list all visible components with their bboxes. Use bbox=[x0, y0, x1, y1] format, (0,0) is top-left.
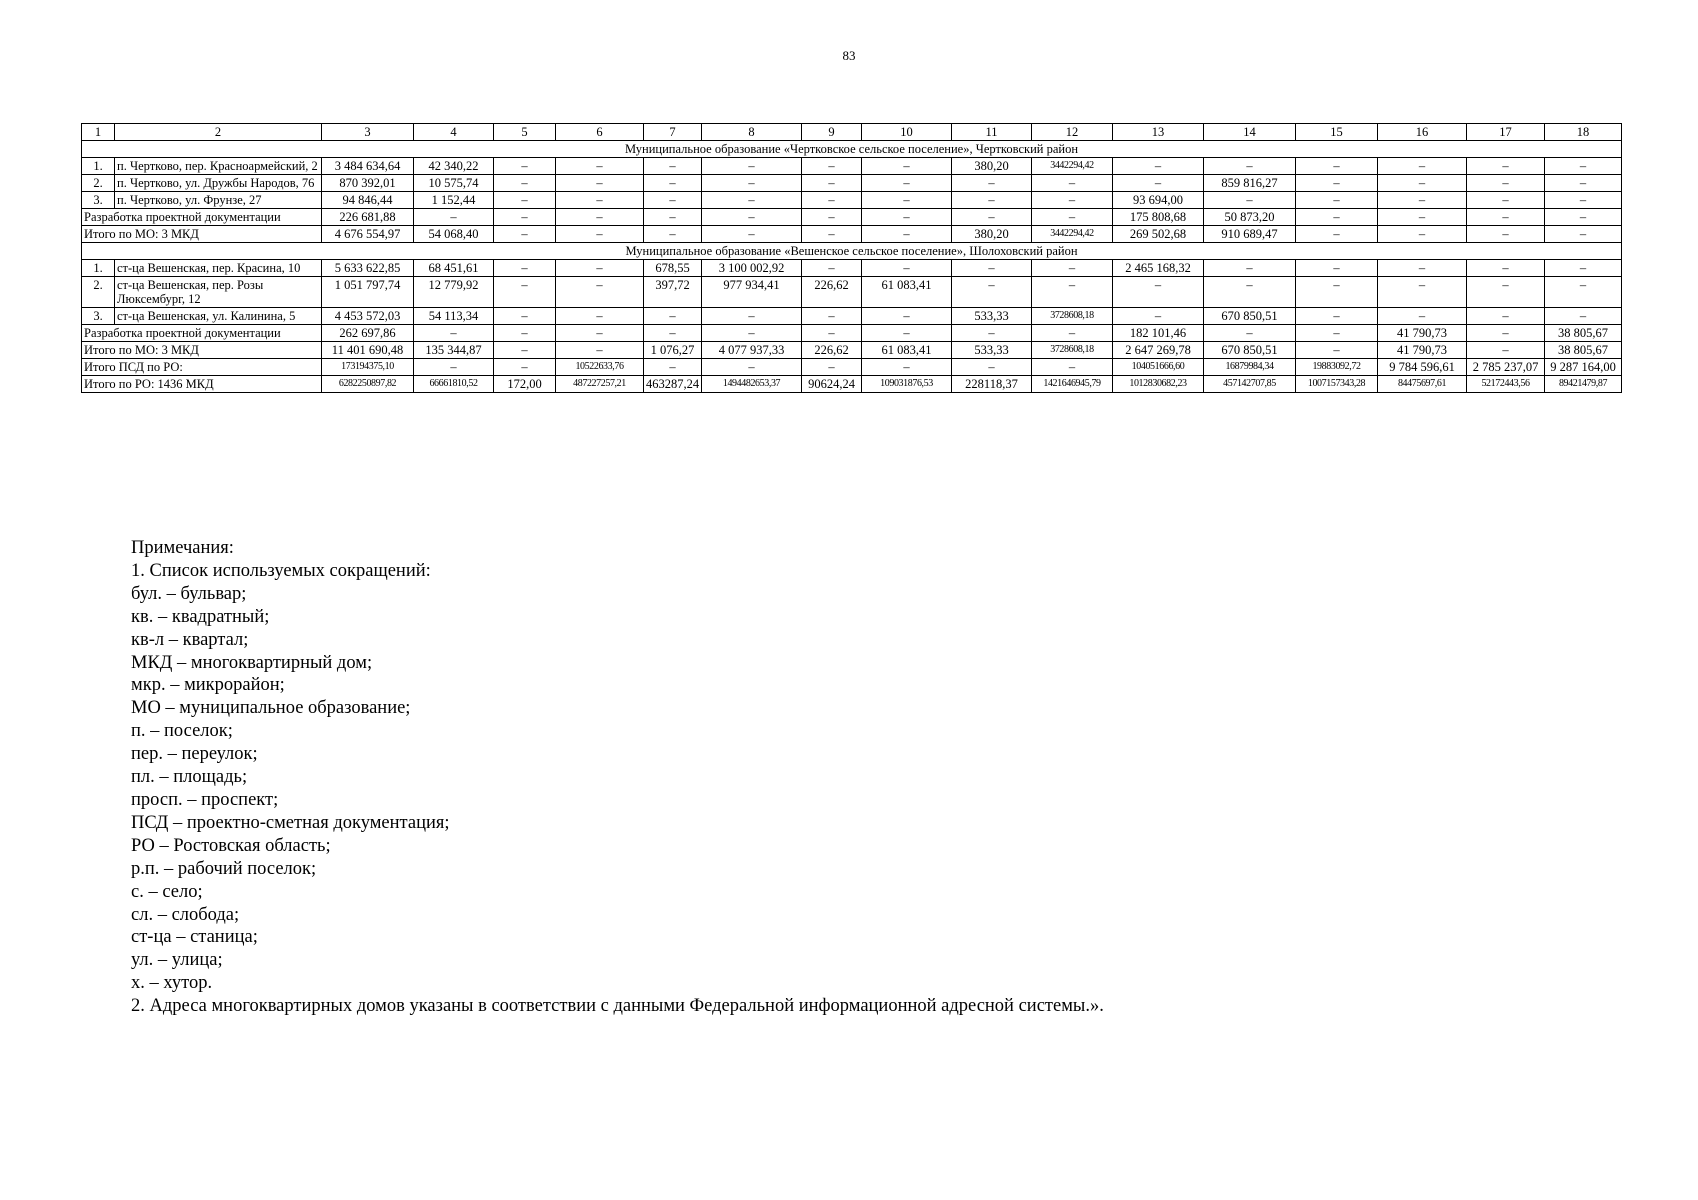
table-cell: – bbox=[1032, 325, 1113, 342]
table-cell: 19883092,72 bbox=[1296, 359, 1378, 376]
row-number: 1. bbox=[82, 158, 115, 175]
table-cell: 269 502,68 bbox=[1113, 226, 1204, 243]
note-line: р.п. – рабочий поселок; bbox=[131, 858, 317, 879]
table-cell: – bbox=[802, 325, 862, 342]
table-cell: 380,20 bbox=[952, 226, 1032, 243]
note-line: бул. – бульвар; bbox=[131, 583, 247, 604]
table-cell: – bbox=[802, 308, 862, 325]
table-cell: – bbox=[1378, 192, 1467, 209]
table-cell: – bbox=[1296, 277, 1378, 308]
table-cell: – bbox=[952, 175, 1032, 192]
table-row bbox=[82, 260, 1622, 277]
table-cell: – bbox=[802, 209, 862, 226]
table-cell: 1 051 797,74 bbox=[322, 277, 414, 308]
table-cell: – bbox=[1378, 260, 1467, 277]
table-cell: – bbox=[702, 226, 802, 243]
table-cell: 670 850,51 bbox=[1204, 342, 1296, 359]
table-cell: – bbox=[1296, 325, 1378, 342]
table-cell: 172,00 bbox=[494, 376, 556, 393]
table-cell: – bbox=[1204, 192, 1296, 209]
table-cell: 93 694,00 bbox=[1113, 192, 1204, 209]
table-cell: – bbox=[1378, 308, 1467, 325]
table-cell: – bbox=[862, 325, 952, 342]
table-cell: – bbox=[702, 308, 802, 325]
note-line: сл. – слобода; bbox=[131, 904, 240, 925]
note-line: кв-л – квартал; bbox=[131, 629, 249, 650]
table-cell: – bbox=[1545, 277, 1622, 308]
note-line: х. – хутор. bbox=[131, 973, 213, 994]
table-cell: 50 873,20 bbox=[1204, 209, 1296, 226]
table-cell: 175 808,68 bbox=[1113, 209, 1204, 226]
table-cell: 61 083,41 bbox=[862, 277, 952, 308]
table-cell: – bbox=[702, 209, 802, 226]
table-cell: – bbox=[556, 342, 644, 359]
table-cell: 84475697,61 bbox=[1378, 376, 1467, 393]
table-cell: 226 681,88 bbox=[322, 209, 414, 226]
table-cell: – bbox=[1545, 175, 1622, 192]
table-cell: – bbox=[494, 226, 556, 243]
table-cell: 977 934,41 bbox=[702, 277, 802, 308]
table-cell: – bbox=[1378, 226, 1467, 243]
table-cell: – bbox=[1204, 277, 1296, 308]
summary-row bbox=[82, 325, 1622, 342]
table-cell: – bbox=[556, 209, 644, 226]
table-cell: – bbox=[802, 226, 862, 243]
table-cell: 11 401 690,48 bbox=[322, 342, 414, 359]
table-cell: – bbox=[644, 308, 702, 325]
table-cell: – bbox=[644, 325, 702, 342]
table-cell: – bbox=[1378, 175, 1467, 192]
table-cell: – bbox=[494, 209, 556, 226]
column-header: 1 bbox=[82, 124, 115, 141]
table-cell: – bbox=[862, 209, 952, 226]
table-cell: – bbox=[802, 175, 862, 192]
table-cell: – bbox=[1378, 158, 1467, 175]
table-cell: 135 344,87 bbox=[414, 342, 494, 359]
table-cell: – bbox=[802, 192, 862, 209]
table-cell: 3442294,42 bbox=[1032, 158, 1113, 175]
table-cell: 457142707,85 bbox=[1204, 376, 1296, 393]
table-cell: – bbox=[1545, 158, 1622, 175]
column-header: 4 bbox=[414, 124, 494, 141]
notes-heading: Примечания: bbox=[131, 538, 234, 558]
table-cell: 4 077 937,33 bbox=[702, 342, 802, 359]
table-cell: – bbox=[1467, 158, 1545, 175]
table-cell: 4 453 572,03 bbox=[322, 308, 414, 325]
section-title: Муниципальное образование «Чертковское сельское поселение», Чертковский район bbox=[82, 141, 1622, 158]
table-cell: 10522633,76 bbox=[556, 359, 644, 376]
note-line: РО – Ростовская область; bbox=[131, 835, 331, 856]
table-cell: 380,20 bbox=[952, 158, 1032, 175]
table-cell: 9 784 596,61 bbox=[1378, 359, 1467, 376]
table-cell: – bbox=[1032, 175, 1113, 192]
table-cell: – bbox=[1296, 192, 1378, 209]
table-cell: – bbox=[1467, 308, 1545, 325]
table-cell: 533,33 bbox=[952, 308, 1032, 325]
page-number: 83 bbox=[842, 48, 856, 63]
table-cell: 3442294,42 bbox=[1032, 226, 1113, 243]
table-cell: 54 113,34 bbox=[414, 308, 494, 325]
note-line: пл. – площадь; bbox=[131, 767, 248, 788]
table-cell: – bbox=[494, 158, 556, 175]
table-cell: 678,55 bbox=[644, 260, 702, 277]
table-cell: – bbox=[1467, 209, 1545, 226]
table-cell: – bbox=[802, 359, 862, 376]
table-cell: 6282250897,82 bbox=[322, 376, 414, 393]
summary-row bbox=[82, 342, 1622, 359]
column-header: 8 bbox=[702, 124, 802, 141]
table-cell: – bbox=[494, 342, 556, 359]
table-cell: – bbox=[862, 359, 952, 376]
table-cell: – bbox=[952, 359, 1032, 376]
table-cell: – bbox=[1032, 260, 1113, 277]
table-cell: 94 846,44 bbox=[322, 192, 414, 209]
table-cell: – bbox=[556, 158, 644, 175]
note-line: ст-ца – станица; bbox=[131, 927, 258, 948]
table-cell: – bbox=[1378, 277, 1467, 308]
note-line: пер. – переулок; bbox=[131, 744, 258, 765]
column-header: 13 bbox=[1113, 124, 1204, 141]
note-line: п. – поселок; bbox=[131, 721, 233, 742]
table-cell: – bbox=[494, 192, 556, 209]
summary-label: Итого по МО: 3 МКД bbox=[82, 342, 322, 359]
table-cell: – bbox=[1113, 158, 1204, 175]
table-cell: 41 790,73 bbox=[1378, 342, 1467, 359]
row-number: 2. bbox=[82, 175, 115, 192]
table-cell: – bbox=[494, 325, 556, 342]
table-cell: – bbox=[1467, 277, 1545, 308]
table-cell: – bbox=[494, 277, 556, 308]
table-cell: 1 076,27 bbox=[644, 342, 702, 359]
note-line: МО – муниципальное образование; bbox=[131, 698, 411, 719]
table-cell: – bbox=[862, 260, 952, 277]
row-number: 1. bbox=[82, 260, 115, 277]
table-cell: – bbox=[1032, 192, 1113, 209]
table-cell: 3728608,18 bbox=[1032, 308, 1113, 325]
table-cell: 3 100 002,92 bbox=[702, 260, 802, 277]
column-header: 5 bbox=[494, 124, 556, 141]
table-cell: – bbox=[1113, 277, 1204, 308]
section-row bbox=[82, 141, 1622, 158]
note-line: МКД – многоквартирный дом; bbox=[131, 652, 373, 673]
table-cell: 2 647 269,78 bbox=[1113, 342, 1204, 359]
table-cell: – bbox=[1204, 158, 1296, 175]
table-cell: – bbox=[1378, 209, 1467, 226]
table-cell: – bbox=[414, 325, 494, 342]
table-cell: – bbox=[702, 175, 802, 192]
table-cell: – bbox=[644, 192, 702, 209]
table-cell: 1007157343,28 bbox=[1296, 376, 1378, 393]
note-line: 1. Список используемых сокращений: bbox=[131, 560, 431, 581]
column-header: 15 bbox=[1296, 124, 1378, 141]
address-cell: ст-ца Вешенская, пер. Розы Люксембург, 12 bbox=[115, 277, 322, 308]
row-number: 3. bbox=[82, 192, 115, 209]
column-header: 14 bbox=[1204, 124, 1296, 141]
note-line: кв. – квадратный; bbox=[131, 606, 270, 627]
table-cell: – bbox=[702, 192, 802, 209]
table-cell: 54 068,40 bbox=[414, 226, 494, 243]
summary-row bbox=[82, 209, 1622, 226]
table-cell: – bbox=[556, 277, 644, 308]
table-cell: 2 785 237,07 bbox=[1467, 359, 1545, 376]
table-cell: 463287,24 bbox=[644, 376, 702, 393]
table-cell: – bbox=[414, 209, 494, 226]
table-cell: – bbox=[802, 260, 862, 277]
summary-row bbox=[82, 376, 1622, 393]
table-cell: – bbox=[556, 325, 644, 342]
table-cell: 38 805,67 bbox=[1545, 342, 1622, 359]
address-cell: ст-ца Вешенская, ул. Калинина, 5 bbox=[115, 308, 322, 325]
summary-label: Итого ПСД по РО: bbox=[82, 359, 322, 376]
table-cell: 61 083,41 bbox=[862, 342, 952, 359]
summary-row bbox=[82, 226, 1622, 243]
table-cell: – bbox=[556, 308, 644, 325]
table-cell: 2 465 168,32 bbox=[1113, 260, 1204, 277]
summary-label: Итого по РО: 1436 МКД bbox=[82, 376, 322, 393]
table-row bbox=[82, 175, 1622, 192]
table-cell: 12 779,92 bbox=[414, 277, 494, 308]
table-cell: 226,62 bbox=[802, 342, 862, 359]
table-cell: 4 676 554,97 bbox=[322, 226, 414, 243]
table-cell: 89421479,87 bbox=[1545, 376, 1622, 393]
notes bbox=[131, 537, 1104, 1018]
table-cell: – bbox=[952, 260, 1032, 277]
table-cell: 68 451,61 bbox=[414, 260, 494, 277]
table-cell: 226,62 bbox=[802, 277, 862, 308]
summary-label: Итого по МО: 3 МКД bbox=[82, 226, 322, 243]
table-cell: 228118,37 bbox=[952, 376, 1032, 393]
table-cell: 41 790,73 bbox=[1378, 325, 1467, 342]
table-cell: 38 805,67 bbox=[1545, 325, 1622, 342]
table-cell: – bbox=[644, 359, 702, 376]
column-header: 3 bbox=[322, 124, 414, 141]
note-line: мкр. – микрорайон; bbox=[131, 675, 285, 696]
column-header: 2 bbox=[115, 124, 322, 141]
note-line: с. – село; bbox=[131, 881, 203, 902]
table-cell: – bbox=[1296, 209, 1378, 226]
column-header: 18 bbox=[1545, 124, 1622, 141]
table-cell: – bbox=[1032, 277, 1113, 308]
row-number: 3. bbox=[82, 308, 115, 325]
table-cell: 262 697,86 bbox=[322, 325, 414, 342]
table-cell: – bbox=[862, 175, 952, 192]
row-number: 2. bbox=[82, 277, 115, 308]
column-header: 11 bbox=[952, 124, 1032, 141]
note-line: 2. Адреса многоквартирных домов указаны в соответствии с данными Федеральной информационной адресной системы.». bbox=[131, 996, 1104, 1017]
table-cell: 3 484 634,64 bbox=[322, 158, 414, 175]
table-cell: 52172443,56 bbox=[1467, 376, 1545, 393]
column-header: 9 bbox=[802, 124, 862, 141]
table-cell: – bbox=[1545, 226, 1622, 243]
table-cell: – bbox=[1032, 359, 1113, 376]
table-cell: – bbox=[702, 325, 802, 342]
table-cell: – bbox=[702, 359, 802, 376]
table-row bbox=[82, 277, 1622, 308]
table-cell: – bbox=[1296, 260, 1378, 277]
table-cell: 104051666,60 bbox=[1113, 359, 1204, 376]
table-cell: 670 850,51 bbox=[1204, 308, 1296, 325]
table-cell: 90624,24 bbox=[802, 376, 862, 393]
address-cell: п. Чертково, пер. Красноармейский, 2 bbox=[115, 158, 322, 175]
table-row bbox=[82, 192, 1622, 209]
table-cell: – bbox=[1204, 260, 1296, 277]
summary-label: Разработка проектной документации bbox=[82, 325, 322, 342]
budget-table bbox=[81, 123, 1622, 393]
summary-row bbox=[82, 359, 1622, 376]
table-cell: – bbox=[556, 226, 644, 243]
note-line: просп. – проспект; bbox=[131, 789, 279, 810]
table-cell: – bbox=[1467, 226, 1545, 243]
table-cell: – bbox=[644, 158, 702, 175]
table-row bbox=[82, 308, 1622, 325]
table-cell: – bbox=[1296, 308, 1378, 325]
table-cell: – bbox=[1296, 175, 1378, 192]
table-cell: 42 340,22 bbox=[414, 158, 494, 175]
table-cell: – bbox=[1545, 308, 1622, 325]
column-header: 7 bbox=[644, 124, 702, 141]
table-cell: – bbox=[494, 175, 556, 192]
column-header: 12 bbox=[1032, 124, 1113, 141]
table-cell: 16879984,34 bbox=[1204, 359, 1296, 376]
table-cell: 182 101,46 bbox=[1113, 325, 1204, 342]
table-cell: 859 816,27 bbox=[1204, 175, 1296, 192]
table-cell: – bbox=[1467, 325, 1545, 342]
table-cell: – bbox=[702, 158, 802, 175]
table-cell: 397,72 bbox=[644, 277, 702, 308]
table-cell: – bbox=[1032, 209, 1113, 226]
table-cell: – bbox=[862, 158, 952, 175]
table-cell: – bbox=[862, 308, 952, 325]
summary-label: Разработка проектной документации bbox=[82, 209, 322, 226]
column-header: 10 bbox=[862, 124, 952, 141]
table-cell: – bbox=[644, 175, 702, 192]
table-cell: – bbox=[952, 192, 1032, 209]
table-cell: – bbox=[1467, 260, 1545, 277]
table-cell: – bbox=[1467, 192, 1545, 209]
table-cell: 3728608,18 bbox=[1032, 342, 1113, 359]
column-header: 6 bbox=[556, 124, 644, 141]
table-cell: 1012830682,23 bbox=[1113, 376, 1204, 393]
table-cell: 66661810,52 bbox=[414, 376, 494, 393]
table-cell: 533,33 bbox=[952, 342, 1032, 359]
note-line: ул. – улица; bbox=[131, 950, 223, 971]
table-cell: 1421646945,79 bbox=[1032, 376, 1113, 393]
column-header: 17 bbox=[1467, 124, 1545, 141]
table-cell: 870 392,01 bbox=[322, 175, 414, 192]
table-cell: 109031876,53 bbox=[862, 376, 952, 393]
table-row bbox=[82, 158, 1622, 175]
table-cell: – bbox=[494, 260, 556, 277]
table-cell: – bbox=[1204, 325, 1296, 342]
table-cell: – bbox=[1296, 158, 1378, 175]
column-header: 16 bbox=[1378, 124, 1467, 141]
address-cell: п. Чертково, ул. Фрунзе, 27 bbox=[115, 192, 322, 209]
section-row bbox=[82, 243, 1622, 260]
table-cell: 9 287 164,00 bbox=[1545, 359, 1622, 376]
table-cell: – bbox=[802, 158, 862, 175]
table-cell: – bbox=[1545, 192, 1622, 209]
address-cell: ст-ца Вешенская, пер. Красина, 10 bbox=[115, 260, 322, 277]
table-cell: – bbox=[952, 209, 1032, 226]
table-cell: – bbox=[556, 260, 644, 277]
table-cell: 1 152,44 bbox=[414, 192, 494, 209]
table-cell: 910 689,47 bbox=[1204, 226, 1296, 243]
address-cell: п. Чертково, ул. Дружбы Народов, 76 bbox=[115, 175, 322, 192]
note-line: ПСД – проектно-сметная документация; bbox=[131, 812, 450, 833]
header-row bbox=[82, 124, 1622, 141]
table-cell: 10 575,74 bbox=[414, 175, 494, 192]
table-cell: – bbox=[1467, 342, 1545, 359]
table-cell: 1494482653,37 bbox=[702, 376, 802, 393]
section-title: Муниципальное образование «Вешенское сельское поселение», Шолоховский район bbox=[82, 243, 1622, 260]
table-cell: 173194375,10 bbox=[322, 359, 414, 376]
table-cell: – bbox=[494, 308, 556, 325]
table-cell: – bbox=[952, 325, 1032, 342]
table-cell: – bbox=[862, 192, 952, 209]
table-cell: 487227257,21 bbox=[556, 376, 644, 393]
table-cell: – bbox=[556, 192, 644, 209]
table-cell: – bbox=[1296, 342, 1378, 359]
table-cell: – bbox=[862, 226, 952, 243]
table-cell: – bbox=[414, 359, 494, 376]
table-cell: – bbox=[556, 175, 644, 192]
table-cell: – bbox=[1467, 175, 1545, 192]
table-cell: – bbox=[644, 226, 702, 243]
table-cell: – bbox=[1296, 226, 1378, 243]
table-cell: – bbox=[644, 209, 702, 226]
table-cell: 5 633 622,85 bbox=[322, 260, 414, 277]
table-cell: – bbox=[494, 359, 556, 376]
table-cell: – bbox=[952, 277, 1032, 308]
table-cell: – bbox=[1113, 308, 1204, 325]
table-cell: – bbox=[1545, 260, 1622, 277]
table-cell: – bbox=[1545, 209, 1622, 226]
table-cell: – bbox=[1113, 175, 1204, 192]
